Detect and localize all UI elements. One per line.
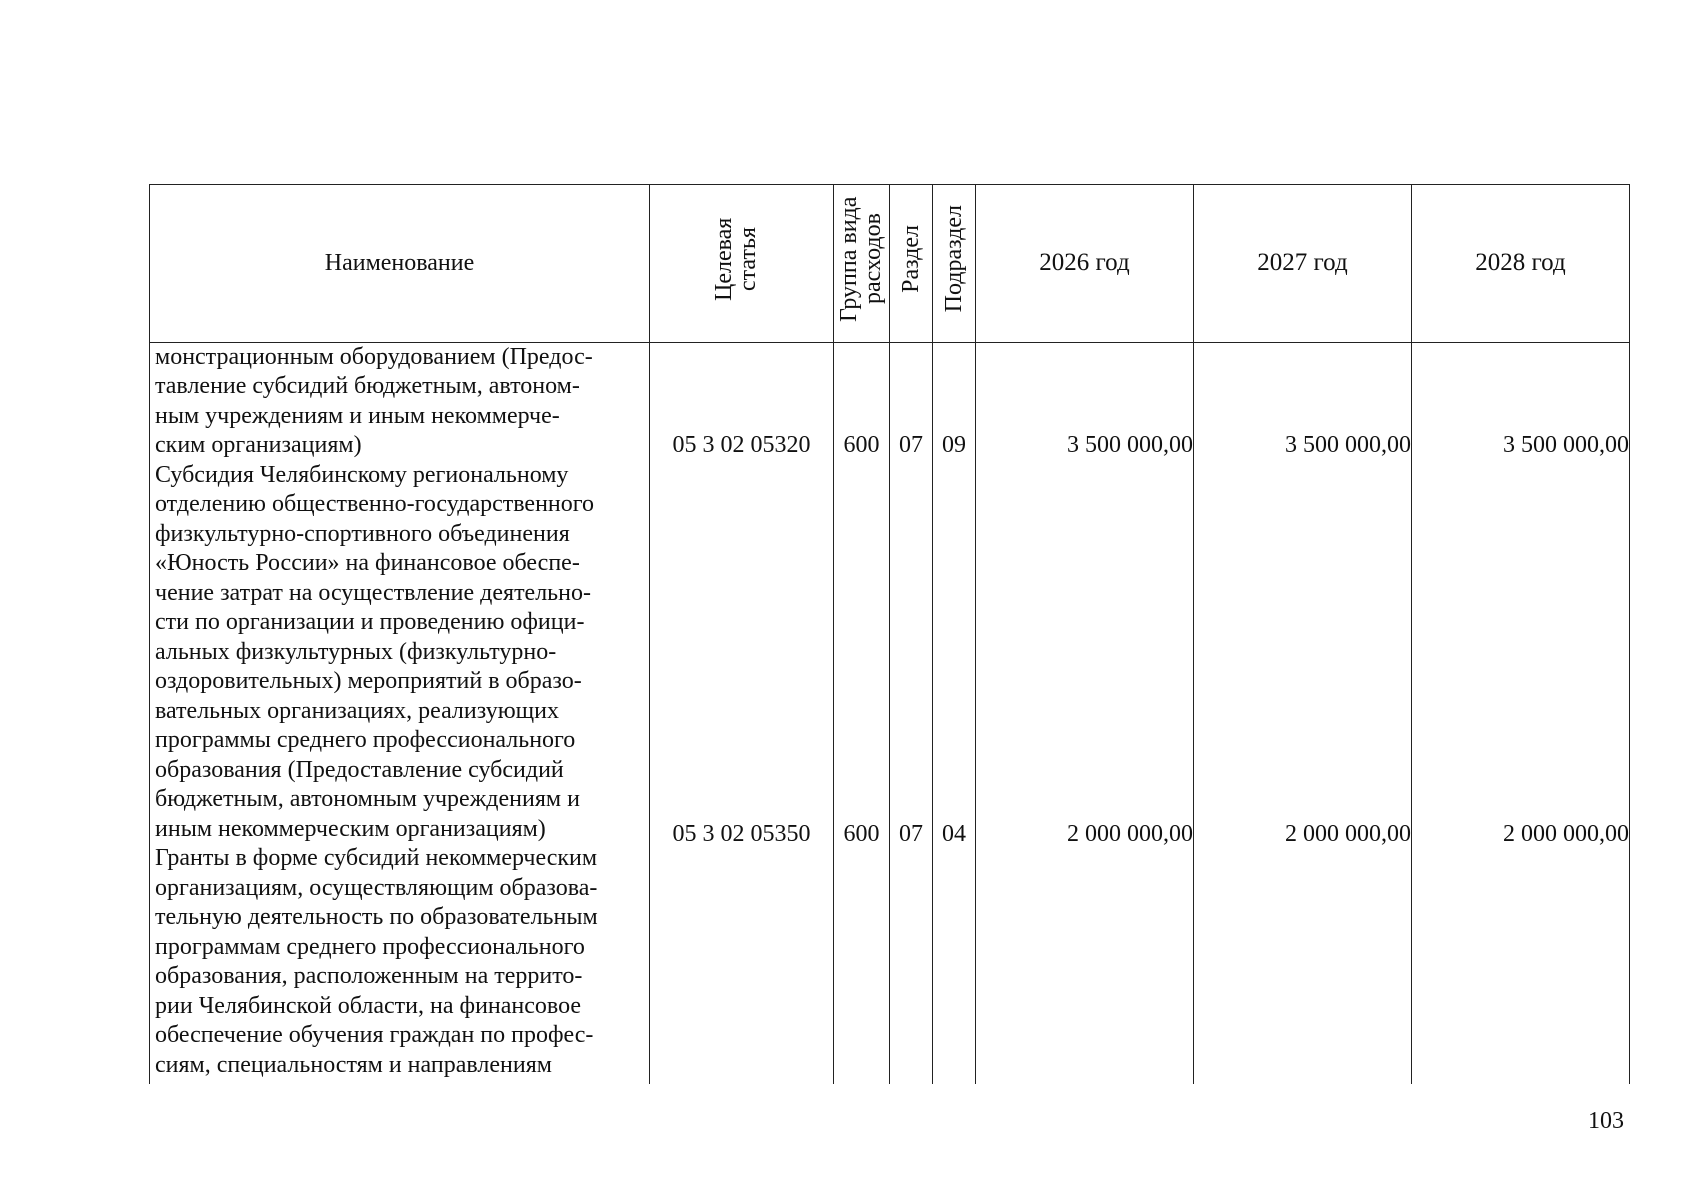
header-2028: 2028 год: [1412, 185, 1630, 343]
amount-2027-value: 3 500 000,00: [1285, 432, 1411, 458]
name-line: обеспечение обучения граждан по профес-: [155, 1022, 594, 1048]
name-line: монстрационным оборудованием (Предос-: [155, 343, 593, 370]
amount-2028-value: 3 500 000,00: [1503, 432, 1629, 458]
name-line: ным учреждениям и иным некоммерче-: [155, 402, 560, 429]
budget-table: [149, 184, 1630, 1084]
name-line: программы среднего профессионального: [155, 727, 576, 753]
section-value: 07: [899, 432, 923, 458]
name-line: вательных организациях, реализующих: [155, 697, 559, 724]
target-article-cell: [650, 342, 834, 1084]
name-line: иным некоммерческим организациям): [155, 815, 546, 842]
subsection-value: 04: [942, 820, 966, 847]
name-line: образования (Предоставление субсидий: [155, 756, 564, 783]
name-line: образования, расположенным на террито-: [155, 963, 583, 989]
amount-2026-cell: [976, 342, 1194, 1084]
name-line: организациям, осуществляющим образова-: [155, 874, 598, 901]
header-2026: 2026 год: [976, 185, 1194, 343]
name-line: тельную деятельность по образовательным: [155, 904, 598, 930]
target-article-value: 05 3 02 05320: [672, 432, 811, 458]
name-line: отделению общественно-государственного: [155, 491, 595, 517]
name-line: ским организациям): [155, 432, 362, 458]
table-header-row: [150, 185, 1630, 343]
expense-group-value: 600: [843, 432, 880, 458]
section-value: 07: [899, 820, 923, 847]
target-article-value: 05 3 02 05350: [672, 820, 811, 847]
name-line: чение затрат на осуществление деятельно-: [155, 579, 591, 606]
amount-2027-cell: [1194, 342, 1412, 1084]
name-line: «Юность России» на финансовое обеспе-: [155, 550, 580, 576]
subsection-value: 09: [942, 432, 966, 458]
amount-2026-value: 2 000 000,00: [1067, 820, 1193, 847]
section-cell: [890, 342, 933, 1084]
header-target-article: Целевая статья: [650, 185, 834, 343]
name-line: сти по организации и проведению офици-: [155, 609, 585, 635]
name-line: оздоровительных) мероприятий в образо-: [155, 668, 582, 694]
table-row: [150, 342, 1630, 1084]
name-line: физкультурно-спортивного объединения: [155, 520, 570, 547]
name-line: сиям, специальностям и направлениям: [155, 1051, 552, 1078]
name-line: Субсидия Челябинскому региональному: [155, 461, 569, 488]
amount-2026-value: 3 500 000,00: [1067, 432, 1193, 458]
amount-2028-cell: [1412, 342, 1630, 1084]
page-number: 103: [1588, 1108, 1624, 1134]
amount-2028-value: 2 000 000,00: [1503, 820, 1629, 847]
name-line: Гранты в форме субсидий некоммерческим: [155, 845, 598, 871]
name-line: рии Челябинской области, на финансовое: [155, 992, 582, 1019]
header-name: Наименование: [150, 185, 650, 343]
header-subsection: Подраздел: [933, 185, 976, 343]
name-line: альных физкультурных (физкультурно-: [155, 638, 557, 665]
expense-group-value: 600: [843, 820, 880, 847]
expense-group-cell: [834, 342, 890, 1084]
subsection-cell: [933, 342, 976, 1084]
name-cell: [150, 342, 650, 1084]
header-2027: 2027 год: [1194, 185, 1412, 343]
name-line: программам среднего профессионального: [155, 933, 585, 960]
header-expense-group: Группа вида расходов: [834, 185, 890, 343]
name-line: бюджетным, автономным учреждениям и: [155, 786, 580, 812]
header-section: Раздел: [890, 185, 933, 343]
amount-2027-value: 2 000 000,00: [1285, 820, 1411, 847]
name-line: тавление субсидий бюджетным, автоном-: [155, 373, 580, 399]
